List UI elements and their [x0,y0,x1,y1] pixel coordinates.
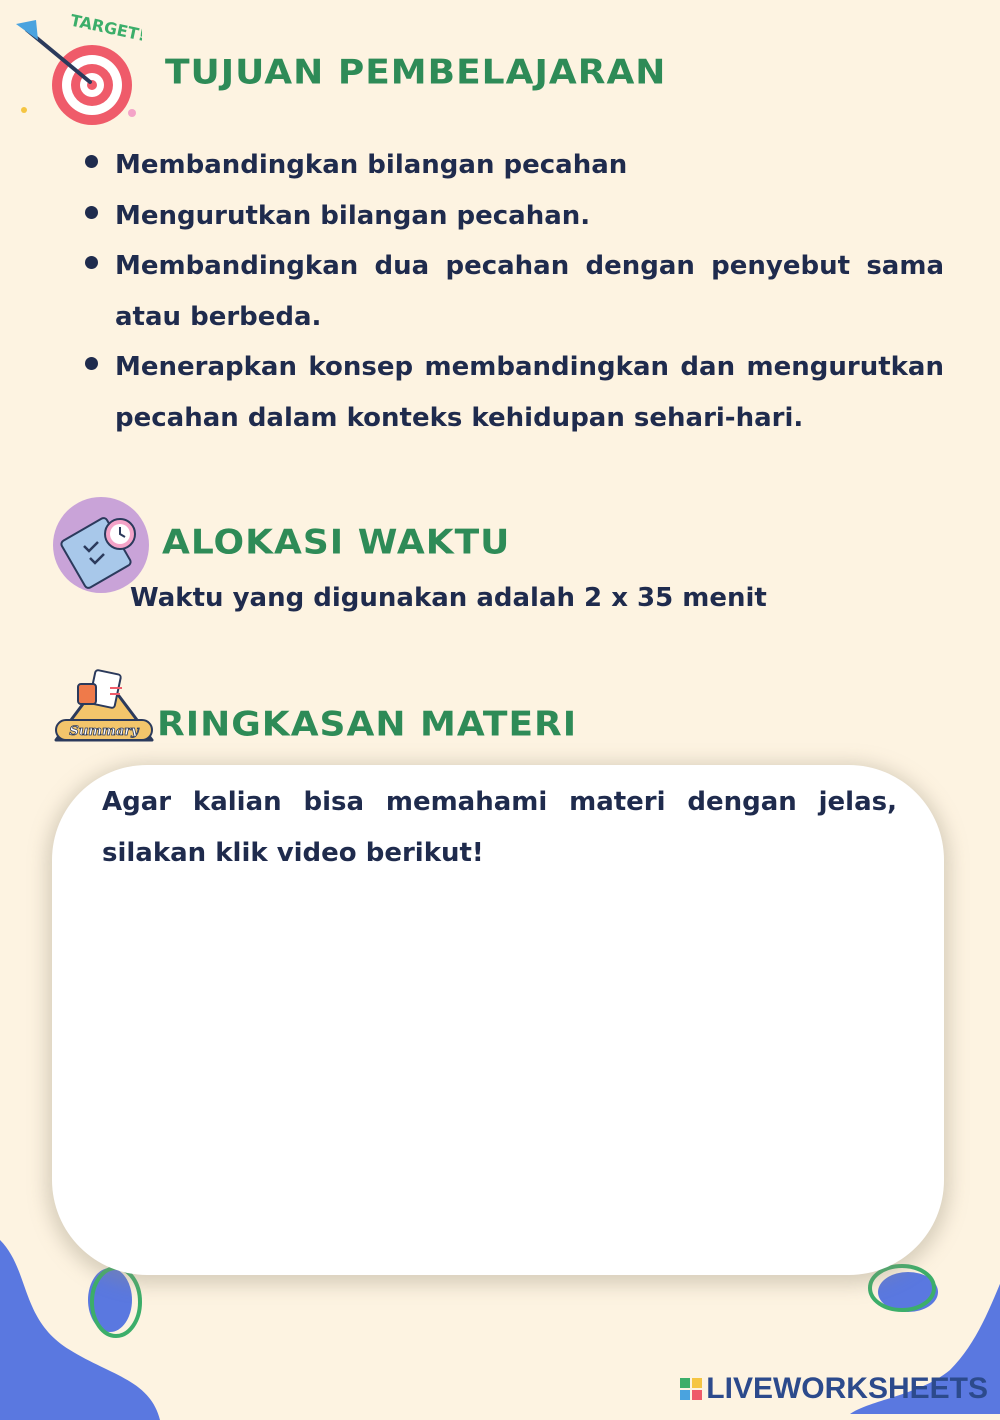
brand-name: LIVEWORKSHEETS [706,1372,988,1405]
time-allocation-text: Waktu yang digunakan adalah 2 x 35 menit [130,583,767,613]
objective-item: Menerapkan konsep membandingkan dan mengurutkan pecahan dalam konteks kehidupan sehari-hari. [80,342,944,443]
target-dart-icon [12,10,142,130]
objective-item: Mengurutkan bilangan pecahan. [80,191,944,242]
objectives-list [80,140,944,443]
summary-card [52,765,944,1275]
liveworksheets-brand[interactable] [680,1372,988,1406]
objective-item: Membandingkan dua pecahan dengan penyebut sama atau berbeda. [80,241,944,342]
checklist-clock-icon [52,496,150,594]
bullet-icon [85,155,98,168]
bullet-icon [85,206,98,219]
liveworksheets-logo-icon [680,1378,702,1400]
summary-heading: RINGKASAN MATERI [157,705,578,744]
summary-badge-text: Summary [69,724,139,739]
objective-item: Membandingkan bilangan pecahan [80,140,944,191]
bullet-icon [85,357,98,370]
summary-badge-icon [52,668,156,748]
objectives-heading: TUJUAN PEMBELAJARAN [165,53,667,92]
target-badge-text: TARGET! [68,10,142,46]
summary-text: Agar kalian bisa memahami materi dengan jelas, silakan klik video berikut! [102,787,897,868]
bullet-icon [85,256,98,269]
time-allocation-heading: ALOKASI WAKTU [162,523,511,562]
